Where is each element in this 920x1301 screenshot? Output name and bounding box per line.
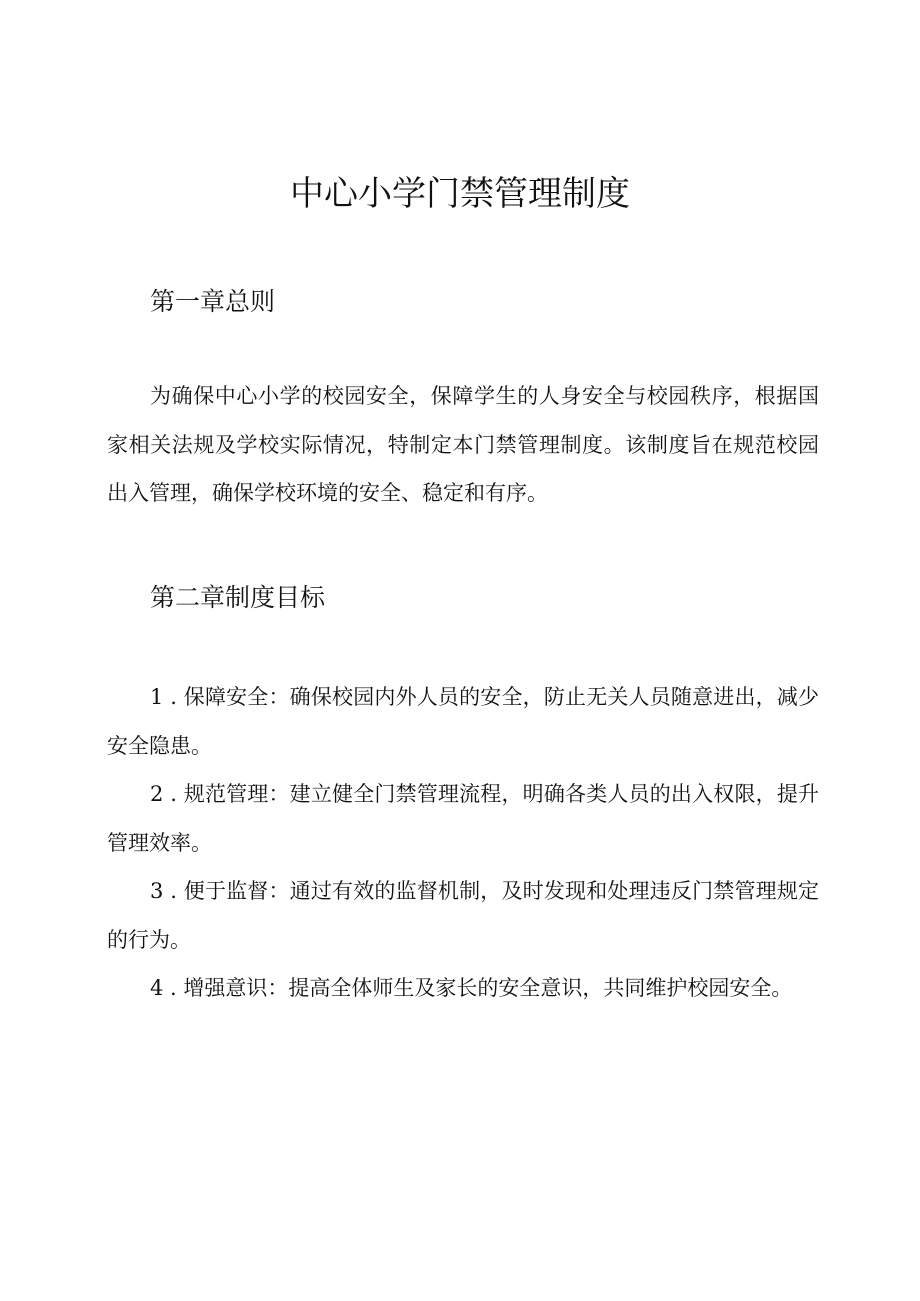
list-item-separator: . — [163, 976, 184, 1000]
list-item-number: 2 — [150, 782, 164, 806]
list-item — [107, 964, 819, 1013]
list-item-number: 1 — [150, 685, 164, 709]
list-item-text: 保障安全：确保校园内外人员的安全，防止无关人员随意进出，减少安全隐患。 — [107, 685, 819, 758]
list-item-text: 便于监督：通过有效的监督机制，及时发现和处理违反门禁管理规定的行为。 — [107, 879, 819, 952]
list-item-separator: . — [163, 879, 184, 903]
list-item-number: 4 — [150, 976, 164, 1000]
list-item-number: 3 — [150, 879, 164, 903]
chapter-2-heading: 第二章制度目标 — [150, 583, 326, 612]
list-item-separator: . — [163, 685, 184, 709]
list-item-text: 增强意识：提高全体师生及家长的安全意识，共同维护校园安全。 — [183, 976, 793, 1000]
chapter-1-heading: 第一章总则 — [150, 287, 276, 316]
list-item — [107, 770, 819, 867]
document-title: 中心小学门禁管理制度 — [290, 174, 630, 214]
list-item-text: 规范管理：建立健全门禁管理流程，明确各类人员的出入权限，提升管理效率。 — [107, 782, 819, 855]
list-item — [107, 673, 819, 770]
list-item-separator: . — [163, 782, 184, 806]
objectives-list — [107, 673, 819, 1013]
list-item — [107, 867, 819, 964]
chapter-1-paragraph: 为确保中心小学的校园安全，保障学生的人身安全与校园秩序，根据国家相关法规及学校实际情况，特制定本门禁管理制度。该制度旨在规范校园出入管理，确保学校环境的安全、稳定和有序。 — [107, 384, 819, 505]
